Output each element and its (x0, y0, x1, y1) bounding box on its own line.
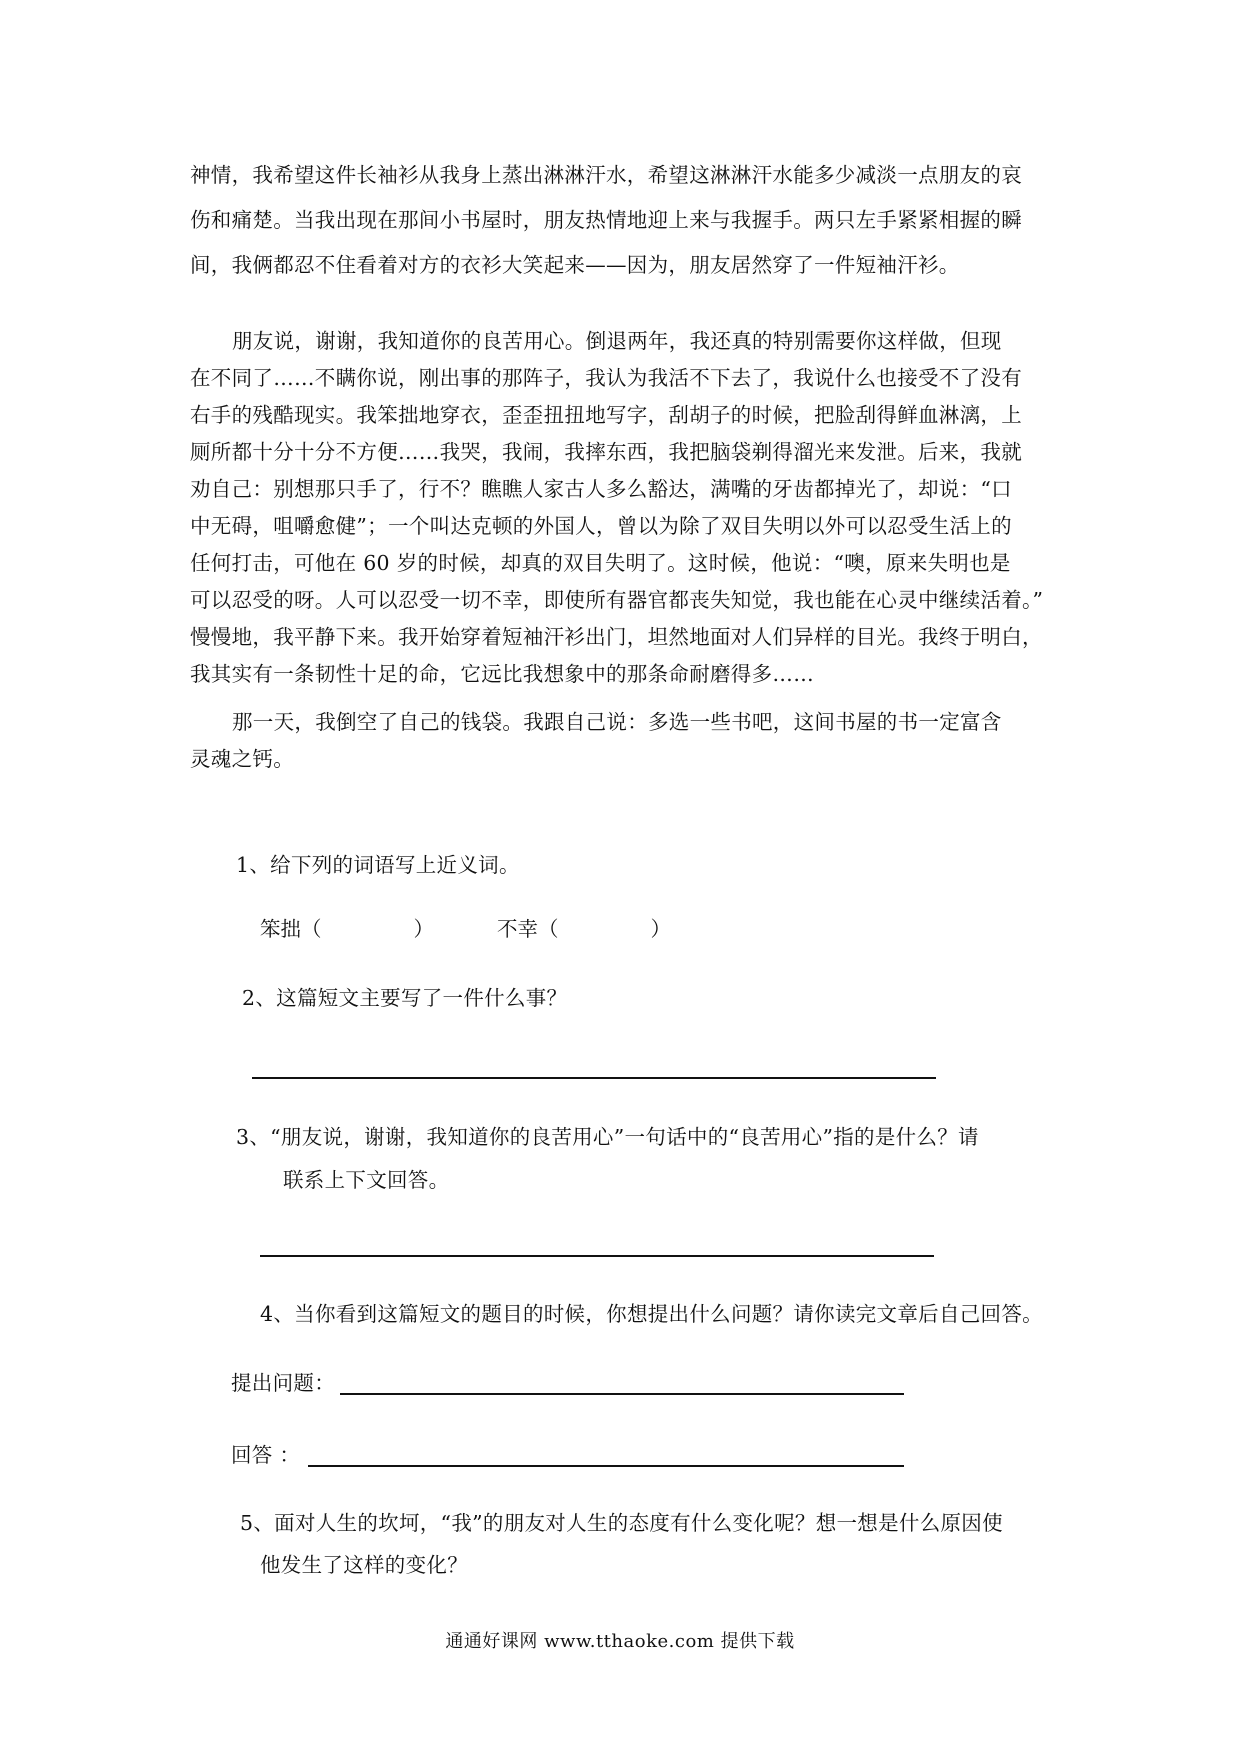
passage-line: 厕所都十分十分不方便……我哭，我闹，我摔东西，我把脑袋剃得溜光来发泄。后来，我就 (190, 440, 1022, 464)
passage-line: 灵魂之钙。 (190, 747, 294, 771)
question-3-line-1: 3、“朋友说，谢谢，我知道你的良苦用心”一句话中的“良苦用心”指的是什么？请 (236, 1125, 979, 1149)
passage-line: 慢慢地，我平静下来。我开始穿着短袖汗衫出门，坦然地面对人们异样的目光。我终于明白， (190, 625, 1043, 649)
passage-line: 在不同了……不瞒你说，刚出事的那阵子，我认为我活不下去了，我说什么也接受不了没有 (190, 366, 1022, 390)
passage-line: 神情，我希望这件长袖衫从我身上蒸出淋淋汗水，希望这淋淋汗水能多少减淡一点朋友的哀 (190, 163, 1022, 187)
ask-question-line[interactable] (340, 1393, 904, 1395)
question-5-line-2: 他发生了这样的变化？ (260, 1553, 468, 1577)
passage-paragraph-2 (190, 323, 1060, 693)
passage-line: 可以忍受的呀。人可以忍受一切不幸，即使所有器官都丧失知觉，我也能在心灵中继续活着。” (190, 588, 1044, 612)
passage-line: 间，我俩都忍不住看着对方的衣衫大笑起来——因为，朋友居然穿了一件短袖汗衫。 (190, 253, 960, 277)
passage-paragraph-1 (190, 157, 1060, 284)
passage-line: 右手的残酷现实。我笨拙地穿衣，歪歪扭扭地写字，刮胡子的时候，把脸刮得鲜血淋漓，上 (190, 403, 1022, 427)
answer-line-q2[interactable] (252, 1077, 936, 1079)
answer-label: 回答 ： (231, 1443, 301, 1467)
answer-line-q3[interactable] (260, 1255, 934, 1257)
question-2: 2、这篇短文主要写了一件什么事？ (242, 986, 568, 1010)
ask-question-label: 提出问题： (231, 1371, 335, 1395)
question-3-line-2: 联系上下文回答。 (283, 1168, 450, 1192)
synonym-item-2 (497, 912, 671, 942)
answer-line-q4[interactable] (308, 1465, 904, 1467)
passage-line: 伤和痛楚。当我出现在那间小书屋时，朋友热情地迎上来与我握手。两只左手紧紧相握的瞬 (190, 208, 1022, 232)
question-1: 1、给下列的词语写上近义词。 (236, 853, 520, 877)
question-4: 4、当你看到这篇短文的题目的时候，你想提出什么问题？请你读完文章后自己回答。 (260, 1302, 1043, 1326)
passage-paragraph-3 (190, 704, 1060, 778)
passage-line: 劝自己：别想那只手了，行不？瞧瞧人家古人多么豁达，满嘴的牙齿都掉光了，却说：“口 (190, 477, 1012, 501)
passage-line: 我其实有一条韧性十足的命，它远比我想象中的那条命耐磨得多…… (190, 662, 814, 686)
question-5-line-1: 5、面对人生的坎坷，“我”的朋友对人生的态度有什么变化呢？想一想是什么原因使 (240, 1511, 1003, 1535)
page-footer: 通通好课网 www.tthaoke.com 提供下载 (445, 1631, 795, 1652)
synonym-paren-close: ） (650, 917, 671, 941)
synonym-word: 笨拙（ (260, 917, 322, 941)
passage-line: 中无碍，咀嚼愈健”；一个叫达克顿的外国人，曾以为除了双目失明以外可以忍受生活上的 (190, 514, 1012, 538)
passage-line: 那一天，我倒空了自己的钱袋。我跟自己说：多选一些书吧，这间书屋的书一定富含 (232, 710, 1002, 734)
passage-line: 任何打击，可他在 60 岁的时候，却真的双目失明了。这时候，他说：“噢，原来失明也是 (190, 551, 1011, 575)
passage-line: 朋友说，谢谢，我知道你的良苦用心。倒退两年，我还真的特别需要你这样做，但现 (232, 329, 1002, 353)
synonym-paren-close: ） (413, 917, 434, 941)
synonym-word: 不幸（ (497, 917, 559, 941)
synonym-item-1 (260, 912, 434, 942)
